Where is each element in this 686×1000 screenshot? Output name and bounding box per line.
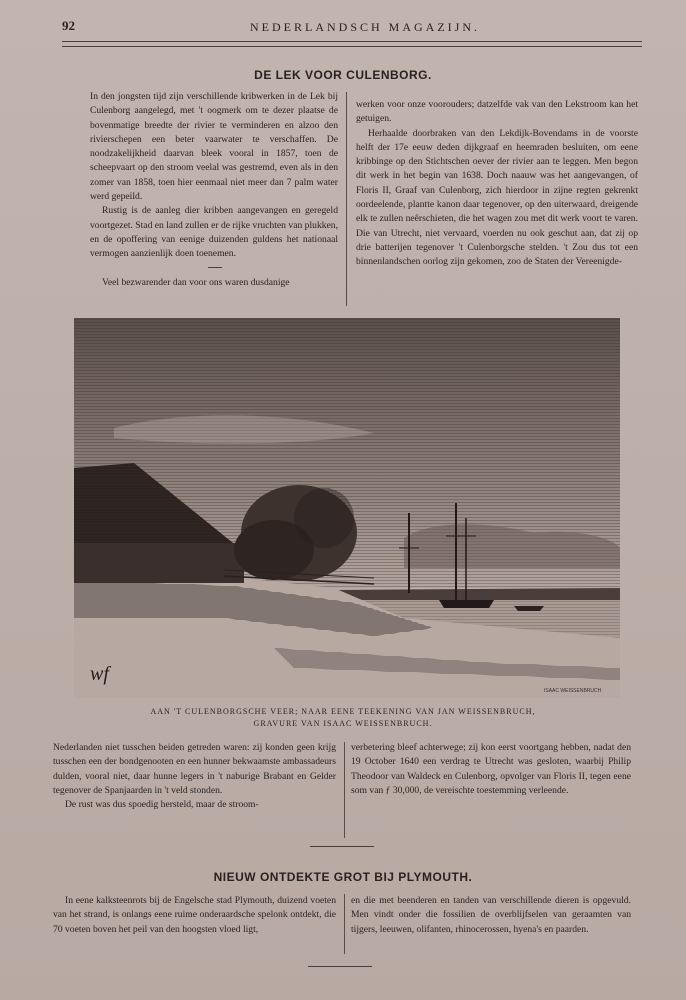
article-title-lek: DE LEK VOOR CULENBORG. [254,68,432,82]
small-boat [514,606,544,611]
artist-monogram: wf [90,663,109,685]
caption-line: AAN 'T CULENBORGSCHE VEER; NAAR EENE TEEKENING VAN JAN WEISSENBRUCH, [150,707,536,716]
header-rule [62,41,642,47]
paragraph: en die met beenderen en tanden van verschillende dieren is opgevuld. Men vindt onder die fossilien de overblijfselen van geraamten van tijgers, leeuwen, olifanten, rhinocerossen, hyena's en paarden. [351,895,631,935]
column-rule [344,742,345,838]
column-rule [346,92,347,306]
end-rule [308,966,372,967]
paragraph: werken voor onze voorouders; datzelfde vak van den Lekstroom kan het getuigen. [356,99,638,125]
paragraph: De rust was dus spoedig hersteld, maar de stroom- [65,799,259,811]
paragraph: Rustig is de aanleg dier kribben aangevangen en geregeld voortgezet. Stad en land zullen er de rijke vruchten van plukken, en de opoffering van eenige duizenden guldens het nationaal vermogen aanzienlijk doen toenemen. [90,205,338,260]
article1-column-4 [351,741,631,798]
farmhouse-wall [74,543,244,583]
article-title-plymouth: NIEUW ONTDEKTE GROT BIJ PLYMOUTH. [213,870,473,884]
article1-column-1 [90,90,338,290]
paragraph: Nederlanden niet tusschen beiden getreden waren: zij konden geen krijg tusschen een der bondgenooten en een hunner bekwaamste ambassadeurs dulden, vooral niet, daar hunne legers in 't naburige Brabant en Gelder tegenover de Spanjaarden in 't veld stonden. [53,742,336,796]
paragraph: verbetering bleef achterwege; zij kon eerst voortgang hebben, nadat den 19 October 1640 een verdrag te Utrecht was gesloten, waarbij Philip Theodoor van Waldeck en Culenborg, opvolger van Floris II, tegen eene som van ƒ 30,000, de vereischte toestemming verleende. [351,742,631,796]
section-rule [208,267,222,268]
caption-line: GRAVURE VAN ISAAC WEISSENBRUCH. [253,719,433,728]
paragraph: Herhaalde doorbraken van den Lekdijk-Bovendams in de voorste helft der 17e eeuw deden dijkgraaf en heemraden besluiten, om eene kribbinge op den Stichtschen oever der rivier aan te leggen. Men begon dit werk in het begin van 1638. Doch naauw was het aangevangen, of Floris II, Graaf van Culenborg, zich hierdoor in zijne regten gekrenkt oordeelende, plantte kanon daar tegenover, op den uiterwaard, dreigende elk te zullen neêrschieten, die het wagen zou met dit werk voort te varen. Die van Utrecht, niet vervaard, voerden nu ook geschut aan, dat zij op drie batterijen tegenover 't Culenborgsche stelden. 't Zou dus tot een binnenlandschen oorlog zijn gekomen, zoo de Staten der Vereenigde- [356,127,638,268]
engraver-mark: ISAAC WEISSENBRUCH [544,688,602,694]
section-rule [310,846,374,847]
ship-hull [439,600,494,608]
paragraph: Veel bezwarender dan voor ons waren dusdanige [102,276,290,288]
article2-column-2 [351,894,631,937]
paragraph: In eene kalksteenrots bij de Engelsche stad Plymouth, duizend voeten van het strand, is onlangs eene ruime onderaardsche spelonk ontdekt, die 70 voeten boven het peil van den hoogsten vloed ligt, [53,895,336,935]
article2-column-1 [53,894,336,937]
page-number: 92 [62,18,75,33]
distant-shore [334,588,620,600]
article1-column-3 [53,741,336,812]
page-header [60,14,640,36]
magazine-title: NEDERLANDSCH MAGAZIJN. [250,20,480,34]
engraving-caption [60,706,626,730]
column-rule [344,894,345,954]
article1-column-2 [356,98,638,270]
paragraph: In den jongsten tijd zijn verschillende kribwerken in de Lek bij Culenborg aangelegd, met 't oogmerk om te dezer plaatse de bovenmatige breedte der rivier te verminderen en alzoo den rivierschepen een beter vaarwater te verschaffen. De noodzakelijkheid daarvan bleek vooral in 1857, toen de scheepvaart op den stroom veelal was gestremd, even als in den zomer van 1858, toen hier eenmaal niet meer dan 7 palm water werd gepeild. [90,91,338,203]
engraving-culenborg-ferry [74,318,620,698]
